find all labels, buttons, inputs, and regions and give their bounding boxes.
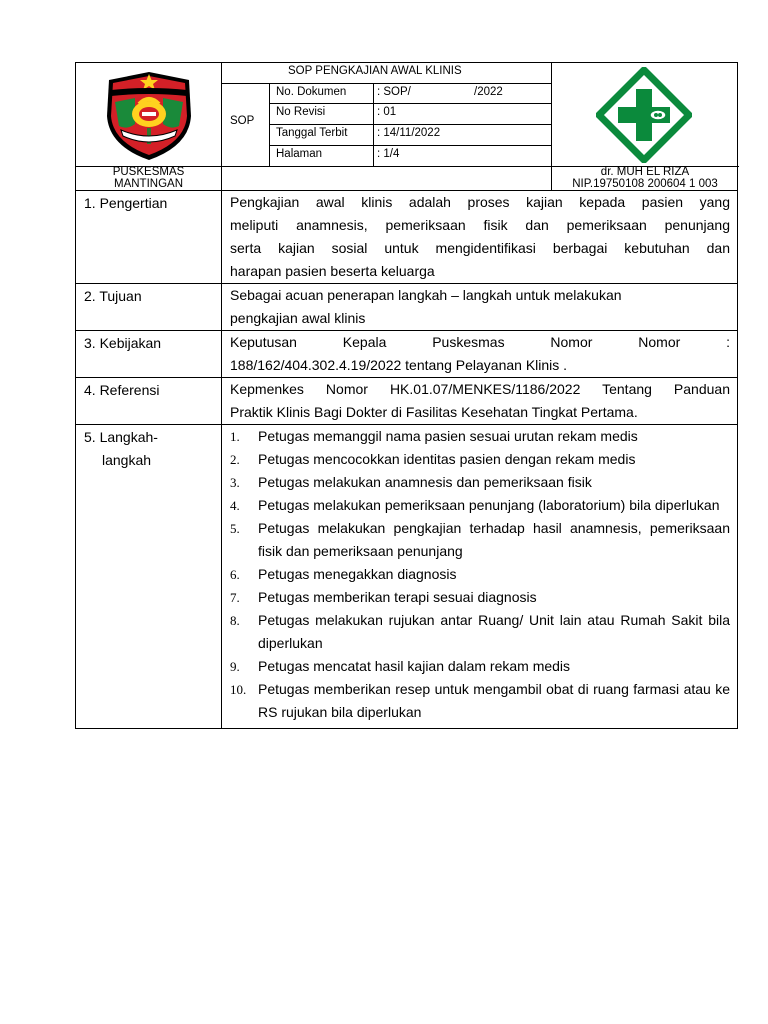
row-referensi bbox=[76, 378, 738, 425]
document-title: SOP PENGKAJIAN AWAL KLINIS bbox=[288, 65, 462, 77]
pengertian-line: Pengkajian awal klinis adalah proses kajian kepada pasien yang bbox=[230, 194, 730, 210]
list-item: 2. Petugas mencocokkan identitas pasien dengan rekam medis bbox=[230, 451, 636, 467]
document-header bbox=[75, 62, 738, 191]
kebijakan-line: Keputusan Kepala Puskesmas Nomor Nomor : bbox=[230, 334, 730, 350]
regency-emblem-icon bbox=[101, 68, 197, 162]
pengertian-line: serta kajian sosial untuk mengidentifikasi berbagai kebutuhan dan bbox=[230, 240, 730, 256]
list-item: 10. Petugas memberikan resep untuk mengambil obat di ruang farmasi atau ke RS rujukan bila diperlukan bbox=[230, 681, 730, 720]
signer-nip: NIP.19750108 200604 1 003 bbox=[572, 178, 718, 190]
sop-label: SOP bbox=[230, 115, 255, 127]
list-item: 4. Petugas melakukan pemeriksaan penunjang (laboratorium) bila diperlukan bbox=[230, 497, 720, 513]
tujuan-line: pengkajian awal klinis bbox=[230, 310, 366, 326]
meta-label-doc-no: No. Dokumen bbox=[276, 86, 347, 98]
meta-value-revision: : 01 bbox=[377, 106, 397, 118]
list-item: 5. Petugas melakukan pengkajian terhadap hasil anamnesis, pemeriksaan fisik dan pemeriksaan penunjang bbox=[230, 520, 730, 559]
label-tujuan: 2. Tujuan bbox=[84, 288, 142, 304]
pengertian-line: meliputi anamnesis, pemeriksaan fisik dan pemeriksaan penunjang bbox=[230, 217, 730, 233]
meta-value-issue-date: : 14/11/2022 bbox=[377, 127, 441, 139]
label-langkah-cont: langkah bbox=[102, 452, 152, 468]
sop-content-table bbox=[75, 190, 738, 729]
org-name-line1: PUSKESMAS bbox=[112, 166, 185, 178]
row-langkah bbox=[76, 425, 738, 729]
meta-value-doc-year: /2022 bbox=[474, 86, 503, 98]
meta-label-revision: No Revisi bbox=[276, 106, 326, 118]
pengertian-line: harapan pasien beserta keluarga bbox=[230, 263, 435, 279]
list-item: 6. Petugas menegakkan diagnosis bbox=[230, 566, 457, 582]
label-pengertian: 1. Pengertian bbox=[84, 195, 168, 211]
sop-document bbox=[75, 62, 738, 729]
referensi-line: Kepmenkes Nomor HK.01.07/MENKES/1186/2022 Tentang Panduan bbox=[230, 381, 730, 397]
list-item: 9. Petugas mencatat hasil kajian dalam rekam medis bbox=[230, 658, 571, 674]
list-item: 8. Petugas melakukan rujukan antar Ruang/ Unit lain atau Rumah Sakit bila diperlukan bbox=[230, 612, 730, 651]
label-langkah: 5. Langkah- bbox=[84, 429, 158, 445]
puskesmas-logo-icon bbox=[596, 67, 692, 163]
row-pengertian bbox=[76, 191, 738, 284]
label-kebijakan: 3. Kebijakan bbox=[84, 335, 162, 351]
meta-value-page: : 1/4 bbox=[377, 148, 400, 160]
label-referensi: 4. Referensi bbox=[84, 382, 160, 398]
list-item: 3. Petugas melakukan anamnesis dan pemeriksaan fisik bbox=[230, 474, 592, 490]
kebijakan-line: 188/162/404.302.4.19/2022 tentang Pelayanan Klinis . bbox=[230, 357, 568, 373]
org-name-line2: MANTINGAN bbox=[114, 178, 183, 190]
steps-list bbox=[230, 425, 730, 724]
referensi-line: Praktik Klinis Bagi Dokter di Fasilitas Kesehatan Tingkat Pertama. bbox=[230, 404, 638, 420]
meta-label-page: Halaman bbox=[276, 148, 323, 160]
row-kebijakan bbox=[76, 331, 738, 378]
list-item: 1. Petugas memanggil nama pasien sesuai urutan rekam medis bbox=[230, 428, 638, 444]
row-tujuan bbox=[76, 284, 738, 331]
list-item: 7. Petugas memberikan terapi sesuai diagnosis bbox=[230, 589, 537, 605]
meta-value-doc-no: : SOP/ bbox=[377, 86, 411, 98]
signer-name: dr. MUH EL RIZA bbox=[600, 166, 690, 178]
tujuan-line: Sebagai acuan penerapan langkah – langkah untuk melakukan bbox=[230, 287, 622, 303]
meta-label-issue-date: Tanggal Terbit bbox=[276, 127, 348, 139]
